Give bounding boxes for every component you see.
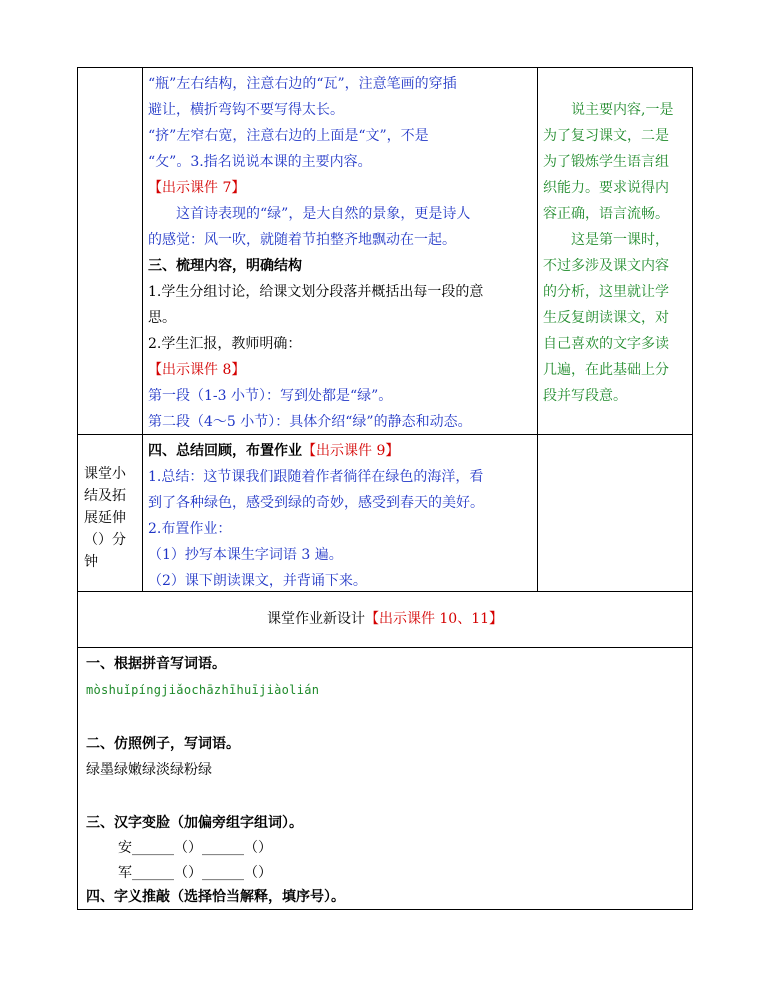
summary-heading — [148, 438, 399, 464]
note-line-3: 为了锻炼学生语言组 — [543, 154, 669, 170]
upper-line-14: 第二段（4～5 小节）：具体介绍“绿”的静态和动态。 — [148, 414, 472, 430]
question-3-line-2: 军______（）______（） — [118, 865, 272, 881]
column-divider-1 — [142, 67, 143, 592]
column-divider-2 — [537, 67, 538, 592]
note-line-5: 容正确，语言流畅。 — [543, 206, 669, 222]
summary-heading-text: 四、总结回顾，布置作业 — [148, 443, 302, 459]
note-line-11: 几遍，在此基础上分 — [543, 362, 669, 378]
summary-label-2: 结及拓 — [84, 488, 126, 504]
question-3-line-1: 安______（）______（） — [118, 840, 272, 856]
upper-line-7: 的感觉：风一吹，就随着节拍整齐地飘动在一起。 — [148, 232, 456, 248]
table-border-left — [77, 67, 78, 910]
summary-label-1: 课堂小 — [84, 466, 126, 482]
upper-line-4: “攵”。3.指名说说本课的主要内容。 — [148, 154, 372, 170]
note-line-12: 段并写段意。 — [543, 388, 627, 404]
note-line-8: 的分析，这里就让学 — [543, 284, 669, 300]
courseware-tag-10-11: 【出示课件 10、11】 — [364, 611, 504, 627]
summary-line-4: （1）抄写本课生字词语 3 遍。 — [148, 547, 343, 563]
note-line-4: 织能力。要求说得内 — [543, 180, 669, 196]
summary-line-1: 1.总结：这节课我们跟随着作者徜徉在绿色的海洋，看 — [148, 469, 484, 485]
summary-line-3: 2.布置作业： — [148, 521, 232, 537]
question-2-title: 二、仿照例子，写词语。 — [86, 736, 240, 752]
courseware-tag-9: 【出示课件 9】 — [302, 443, 400, 459]
note-line-2: 为了复习课文，二是 — [543, 128, 669, 144]
table-border-top — [77, 67, 693, 68]
summary-label-3: 展延伸 — [84, 510, 126, 526]
homework-title-text: 课堂作业新设计 — [266, 611, 365, 627]
question-4-title: 四、字义推敲（选择恰当解释，填序号）。 — [86, 889, 345, 905]
section-three-heading: 三、梳理内容，明确结构 — [148, 258, 302, 274]
table-border-right — [692, 67, 693, 910]
note-line-10: 自己喜欢的文字多读 — [543, 336, 669, 352]
question-1-pinyin: mòshuǐpíngjiǎochāzhīhuījiàolián — [86, 683, 320, 697]
summary-line-2: 到了各种绿色，感受到绿的奇妙，感受到春天的美好。 — [148, 495, 484, 511]
upper-line-2: 避让，横折弯钩不要写得太长。 — [148, 102, 344, 118]
summary-label-5: 钟 — [84, 554, 98, 570]
upper-line-9: 1.学生分组讨论，给课文划分段落并概括出每一段的意 — [148, 284, 484, 300]
note-line-7: 不过多涉及课文内容 — [543, 258, 669, 274]
summary-label-4: （）分 — [84, 532, 126, 548]
courseware-tag-7: 【出示课件 7】 — [148, 180, 246, 196]
upper-line-1: “瓶”左右结构，注意右边的“瓦”，注意笔画的穿插 — [148, 76, 457, 92]
summary-line-5: （2）课下朗读课文，并背诵下来。 — [148, 573, 367, 589]
upper-line-3: “挤”左窄右宽，注意右边的上面是“文”，不是 — [148, 128, 429, 144]
question-3-title: 三、汉字变脸（加偏旁组字组词）。 — [86, 815, 303, 831]
question-2-words: 绿墨绿嫩绿淡绿粉绿 — [86, 762, 212, 778]
row-divider-3 — [77, 647, 693, 648]
upper-line-13: 第一段（1-3 小节）：写到处都是“绿”。 — [148, 388, 393, 404]
note-line-9: 生反复朗读课文，对 — [543, 310, 669, 326]
courseware-tag-8: 【出示课件 8】 — [148, 362, 246, 378]
upper-line-10: 思。 — [148, 310, 176, 326]
homework-title — [78, 606, 692, 632]
question-1-title: 一、根据拼音写词语。 — [86, 656, 226, 672]
note-line-1: 说主要内容,一是 — [571, 102, 674, 118]
note-line-6: 这是第一课时， — [571, 232, 669, 248]
upper-line-11: 2.学生汇报，教师明确： — [148, 336, 302, 352]
upper-line-6: 这首诗表现的“绿”，是大自然的景象，更是诗人 — [176, 206, 471, 222]
